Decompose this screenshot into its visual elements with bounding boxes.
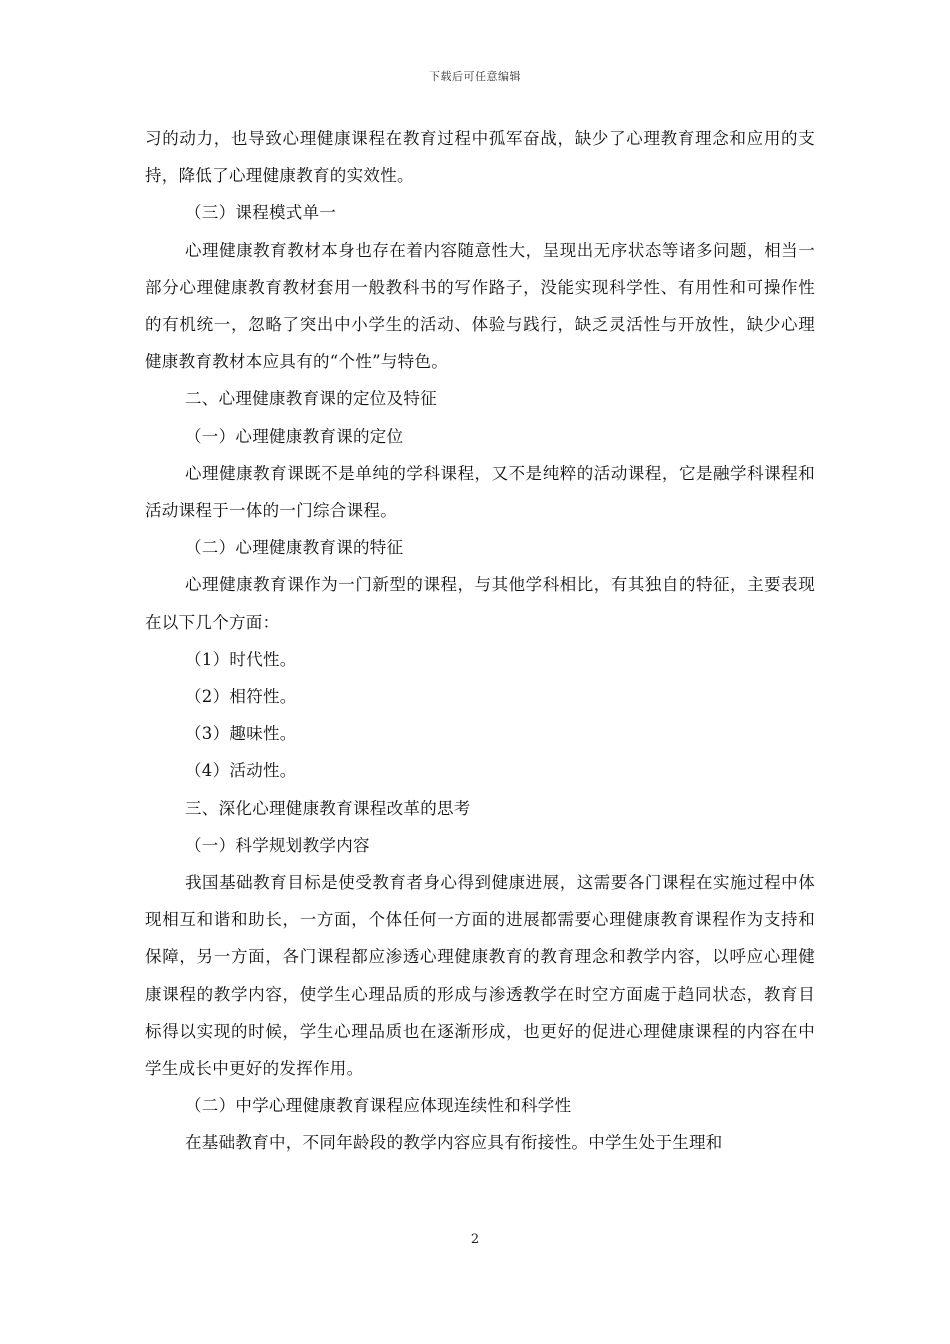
list-item: （3）趣味性。 xyxy=(185,724,297,744)
page-header: 下载后可任意编辑 xyxy=(429,70,521,83)
paragraph: 心理健康教育课作为一门新型的课程，与其他学科相比，有其独自的特征，主要表现在以下几个方面： xyxy=(145,575,815,632)
document-body xyxy=(145,120,815,1162)
paragraph: 心理健康教育课既不是单纯的学科课程，又不是纯粹的活动课程，它是融学科课程和活动课程于一体的一门综合课程。 xyxy=(145,463,815,521)
paragraph: 心理健康教育教材本身也存在着内容随意性大，呈现出无序状态等诸多问题，相当一部分心理健康教育教材套用一般教科书的写作路子，没能实现科学性、有用性和可操作性的有机统一，忽略了突出中小学生的活动、体验与践行，缺乏灵活性与开放性，缺少心理健康教育教材本应具有的“个性”与特色。 xyxy=(145,240,815,372)
section-heading: （三）课程模式单一 xyxy=(185,203,337,223)
paragraph: 习的动力，也导致心理健康课程在教育过程中孤军奋战，缺少了心理教育理念和应用的支持，降低了心理健康教育的实效性。 xyxy=(145,129,815,186)
paragraph: 在基础教育中，不同年龄段的教学内容应具有衔接性。中学生处于生理和 xyxy=(185,1133,723,1153)
section-heading: 二、心理健康教育课的定位及特征 xyxy=(185,389,437,409)
list-item: （1）时代性。 xyxy=(185,649,297,669)
section-heading: （一）科学规划教学内容 xyxy=(185,835,370,855)
section-heading: （一）心理健康教育课的定位 xyxy=(185,426,404,446)
paragraph: 我国基础教育目标是使受教育者身心得到健康进展，这需要各门课程在实施过程中体现相互和谐和助长，一方面，个体任何一方面的进展都需要心理健康教育课程作为支持和保障，另一方面，各门课程都应渗透心理健康教育的教育理念和教学内容，以呼应心理健康课程的教学内容，使学生心理品质的形成与渗透教学在时空方面處于趋同状态，教育目标得以实现的时候，学生心理品质也在逐渐形成，也更好的促进心理健康课程的内容在中学生成长中更好的发挥作用。 xyxy=(145,873,815,1079)
list-item: （4）活动性。 xyxy=(185,761,297,781)
page-number: 2 xyxy=(470,1232,480,1247)
section-heading: （二）心理健康教育课的特征 xyxy=(185,538,404,558)
list-item: （2）相符性。 xyxy=(185,687,297,707)
section-heading: （二）中学心理健康教育课程应体现连续性和科学性 xyxy=(185,1096,572,1116)
section-heading: 三、深化心理健康教育课程改革的思考 xyxy=(185,798,471,818)
